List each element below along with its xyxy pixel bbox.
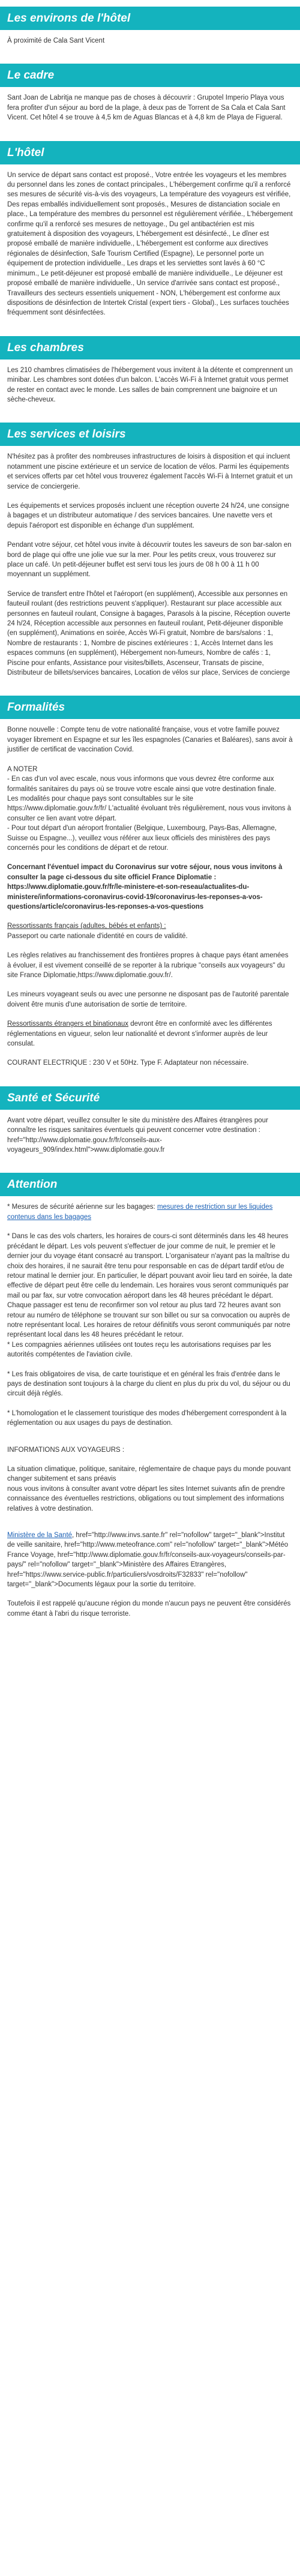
attention-paragraph-3: * Les frais obligatoires de visa, de carte touristique et en général les frais d'entrée dans le pays de destination sont toujours à la charge du client en plus du prix du vol, du séjour ou du circuit déjà réglés. <box>7 1370 290 1398</box>
attention-paragraph-2: * Dans le cas des vols charters, les horaires de cours-ci sont déterminés dans les 48 heures précédant le départ. Les vols peuvent s'effectuer de jour comme de nuit, le premier et le dernier jour du voyage étant consacré au transport. L'organisateur n'ayant pas la maîtrise du choix des horaires, il ne saurait être tenu pour responsable en cas de départ tardif et/ou de retour matinal le dernier jour. En particulier, le départ pouvant avoir lieu tard en soirée, la date effective de départ peut être celle du lendemain. Les horaires vous seront communiqués par mail ou par fax, sur votre convocation aéroport dans les 48 heures précédant le départ. Chaque passager est tenu de reconfirmer son vol retour au plus tard 72 heures avant son retour au numéro de téléphone se trouvant sur son billet ou sur sa convocation ou auprès de notre représentant local. Les horaires de retour définitifs vous seront communiqués par notre représentant local dans les 48 heures précédant le retour. * Les compagnies aériennes utilisées ont toutes reçu les autorisations requises par les autorités compétentes de l'aviation civile. <box>7 1233 292 1359</box>
formalites-electric-current: COURANT ELECTRIQUE : 230 V et 50Hz. Type F. Adaptateur non nécessaire. <box>7 1059 249 1067</box>
section-title-cadre: Le cadre <box>0 64 300 87</box>
french-nationals-title: Ressortissants français (adultes, bébés et enfants) : <box>7 922 166 930</box>
hotel-text: Un service de départ sans contact est proposé., Votre entrée les voyageurs et les membres du personnel dans les zones de contact principales., L'hébergement confirme qu'il a renforcé ses mesures de sécurité vis-à-vis des voyageurs, La température des voyageurs est vérifiée, Des repas emballés individuellement sont proposés., Mesures de distanciation sociale en place., La température des membres du personnel est régulièrement vérifiée., L'hébergement confirme qu'il a renforcé ses mesures de nettoyage., Du gel antibactérien est mis gratuitement à disposition des voyageurs, L'hébergement est désinfecté., Le dîner est proposé emballé de manière individuelle., L'hébergement est conforme aux directives régionales de désinfection, Safe Tourism Certified (Espagne), Le personnel porte un équipement de protection individuelle., Les draps et les serviettes sont lavés à 60 °C minimum., Le petit-déjeuner est proposé emballé de manière individuelle., Le déjeuner est proposé emballé de manière individuelle., Un service d'arrivée sans contact est proposé., Travailleurs des secteurs essentiels uniquement - NON, L'hébergement est conforme aux dispositions de désinfection de Intertek Cristal (expert tiers - Global)., Les surfaces touchées fréquemment sont désinfectées. <box>7 171 293 317</box>
section-attention <box>0 1173 300 1619</box>
formalites-paragraph-5: Les règles relatives au franchissement des frontières propres à chaque pays étant amenées à évoluer, il est vivement conseillé de se reporter à la rubrique "conseils aux voyageurs" du site France Diplomatie,https://www.diplomatie.gouv.fr/. <box>7 952 289 979</box>
formalites-note: A NOTER - En cas d'un vol avec escale, nous vous informons que vous devrez être conforme aux formalités sanitaires du pays où se trouve votre escale ainsi que votre destination finale. Les modalités pour chaque pays sont consultables sur le site https://www.diplomatie.gouv.fr/fr/ L'actualité évoluant très régulièrement, nous vous invitons à consulter ce lien avant votre départ. - Pour tout départ d'un aéroport frontalier (Belgique, Luxembourg, Pays-Bas, Allemagne, Suisse ou Espagne...), veuillez vous référer aux lieux officiels des ministères des pays concernés pour les conditions de départ et de retour. <box>7 765 292 852</box>
services-paragraph-1: N'hésitez pas à profiter des nombreuses infrastructures de loisirs à disposition et qui incluent notamment une piscine extérieure et un service de location de vélos. Parmi les équipements et services offerts par cet hôtel vous trouverez également l'accès Wi-Fi à Internet gratuit et un service de conciergerie. <box>7 453 293 490</box>
section-cadre <box>0 64 300 122</box>
attention-paragraph-8: Toutefois il est rappelé qu'aucune région du monde n'aucun pays ne peuvent être considérés comme étant à l'abri du risque terroriste. <box>7 1600 291 1618</box>
formalites-paragraph-1: Bonne nouvelle : Compte tenu de votre nationalité française, vous et votre famille pouvez voyager librement en Espagne et sur les îles espagnoles (Canaries et Baléares), sans avoir à justifier de certificat de vaccination Covid. <box>7 726 293 754</box>
section-title-sante: Santé et Sécurité <box>0 1086 300 1110</box>
foreign-nationals-text: devront être en conformité avec les différentes réglementations en vigueur, selon leur nationalité et devront s'informer auprès de leur consulat. <box>7 1020 272 1048</box>
formalites-french-nationals <box>7 921 293 941</box>
section-title-formalites: Formalités <box>0 696 300 719</box>
section-environs <box>0 7 300 46</box>
formalites-foreign-nationals <box>7 1019 293 1049</box>
formalites-coronavirus-notice: Concernant l'éventuel impact du Coronavirus sur votre séjour, nous vous invitons à consulter la page ci-dessous du site officiel France Diplomatie : https://www.diplomatie.gouv.fr/fr/le-ministere-et-son-reseau/actualites-du-ministere/informations-coronavirus-covid-19/coronavirus-les-reponses-a-vos-questions/article/coronavirus-les-reponses-a-vos-questions <box>7 864 283 910</box>
section-title-chambres: Les chambres <box>0 336 300 360</box>
attention-paragraph-1 <box>7 1202 293 1222</box>
foreign-nationals-title: Ressortissants étrangers et binationaux <box>7 1020 128 1028</box>
section-title-services: Les services et loisirs <box>0 423 300 446</box>
page <box>0 7 300 1619</box>
environs-text: À proximité de Cala Sant Vicent <box>7 37 105 44</box>
section-title-environs: Les environs de l'hôtel <box>0 7 300 30</box>
section-services <box>0 423 300 678</box>
liquids-restriction-link[interactable]: mesures de restriction sur les liquides contenus dans les bagages <box>7 1203 273 1221</box>
attention-baggage-text: * Mesures de sécurité aérienne sur les bagages: <box>7 1203 157 1211</box>
section-hotel <box>0 141 300 318</box>
attention-paragraph-4: * L'homologation et le classement touristique des modes d'hébergement correspondent à la réglementation ou aux usages du pays de destination. <box>7 1409 287 1427</box>
chambres-text: Les 210 chambres climatisées de l'hébergement vous invitent à la détente et comprennent un minibar. Les chambres sont dotées d'un balcon. L'accès Wi-Fi à Internet gratuit vous permet de rester en contact avec le monde. Les salles de bain comprennent une baignoire et un sèche-cheveux. <box>7 366 293 403</box>
attention-paragraph-6: La situation climatique, politique, sanitaire, réglementaire de chaque pays du monde pouvant changer subitement et sans préavis nous vous invitons à consulter avant votre départ les sites Internet suivants afin de prendre connaissance des éventuelles restrictions, obligations ou tout simplement des informations relatives à votre destination. <box>7 1466 291 1512</box>
section-sante <box>0 1086 300 1155</box>
attention-links-text: , href="http://www.invs.sante.fr" rel="nofollow" target="_blank">Institut de veille sanitaire, href="http://www.meteofrance.com" rel="nofollow" target="_blank">Météo France Voyage, href="http://www.diplomatie.gouv.fr/fr/conseils-aux-voyageurs/conseils-par-pays/" rel="nofollow" target="_blank">Ministère des Affaires Etrangères, href="https://www.service-public.fr/particuliers/vosdroits/F32833" rel="nofollow" target="_blank">Documents légaux pour la sortie du territoire. <box>7 1532 289 1589</box>
services-paragraph-3: Pendant votre séjour, cet hôtel vous invite à découvrir toutes les saveurs de son bar-salon en bord de plage qui offre une jolie vue sur la mer. Pour les petits creux, vous trouverez sur place un café. Un petit-déjeuner buffet est servi tous les jours de 08 h 00 à 11 h 00 moyennant un supplément. <box>7 541 292 579</box>
section-formalites <box>0 696 300 1068</box>
services-paragraph-2: Les équipements et services proposés incluent une réception ouverte 24 h/24, une consigne à bagages et un distributeur automatique / des services bancaires. Une navette vers et depuis l'aéroport est disponible en échange d'un supplément. <box>7 502 289 529</box>
attention-paragraph-7 <box>7 1530 293 1589</box>
formalites-paragraph-6: Les mineurs voyageant seuls ou avec une personne ne disposant pas de l'autorité parentale doivent être munis d'une autorisation de sortie de territoire. <box>7 991 289 1008</box>
french-nationals-text: Passeport ou carte nationale d'identité en cours de validité. <box>7 932 188 940</box>
section-title-hotel: L'hôtel <box>0 141 300 164</box>
section-chambres <box>0 336 300 405</box>
health-ministry-link[interactable]: Ministère de la Santé <box>7 1532 73 1539</box>
services-paragraph-4: Service de transfert entre l'hôtel et l'aéroport (en supplément), Accessible aux personnes en fauteuil roulant (des restrictions peuvent s'appliquer). Restaurant sur place accessible aux personnes en fauteuil roulant, Consigne à bagages, Parasols à la piscine, Réception ouverte 24 h/24, Réception accessible aux personnes en fauteuil roulant, Petit-déjeuner disponible (en supplément), Animations en soirée, Accès Wi-Fi gratuit, Nombre de bars/salons : 1, Nombre de restaurants : 1, Nombre de piscines extérieures : 1, Accès Internet dans les espaces communs (en supplément), Hébergement non-fumeurs, Nombre de cafés : 1, Piscine pour enfants, Assistance pour visites/billets, Ascenseur, Transats de piscine, Distributeur de billets/services bancaires, Location de vélos sur place, Services de concierge <box>7 590 290 677</box>
cadre-text: Sant Joan de Labritja ne manque pas de choses à découvrir : Grupotel Imperio Playa vous fera profiter d'un séjour au bord de la plage, à deux pas de Torrent de Sa Cala et Cala Sant Vicent. Cet hôtel 4 se trouve à 4,5 km de Aguas Blancas et à 4,8 km de Playa de Figueral. <box>7 94 286 122</box>
section-title-attention: Attention <box>0 1173 300 1196</box>
attention-paragraph-5: INFORMATIONS AUX VOYAGEURS : <box>7 1446 125 1454</box>
sante-text: Avant votre départ, veuillez consulter le site du ministère des Affaires étrangères pour connaître les risques sanitaires éventuels qui peuvent concerner votre destination : href="http://www.diplomatie.gouv.fr/fr/conseils-aux-voyageurs_909/index.html">www.diplomatie.gouv.fr <box>7 1116 268 1154</box>
